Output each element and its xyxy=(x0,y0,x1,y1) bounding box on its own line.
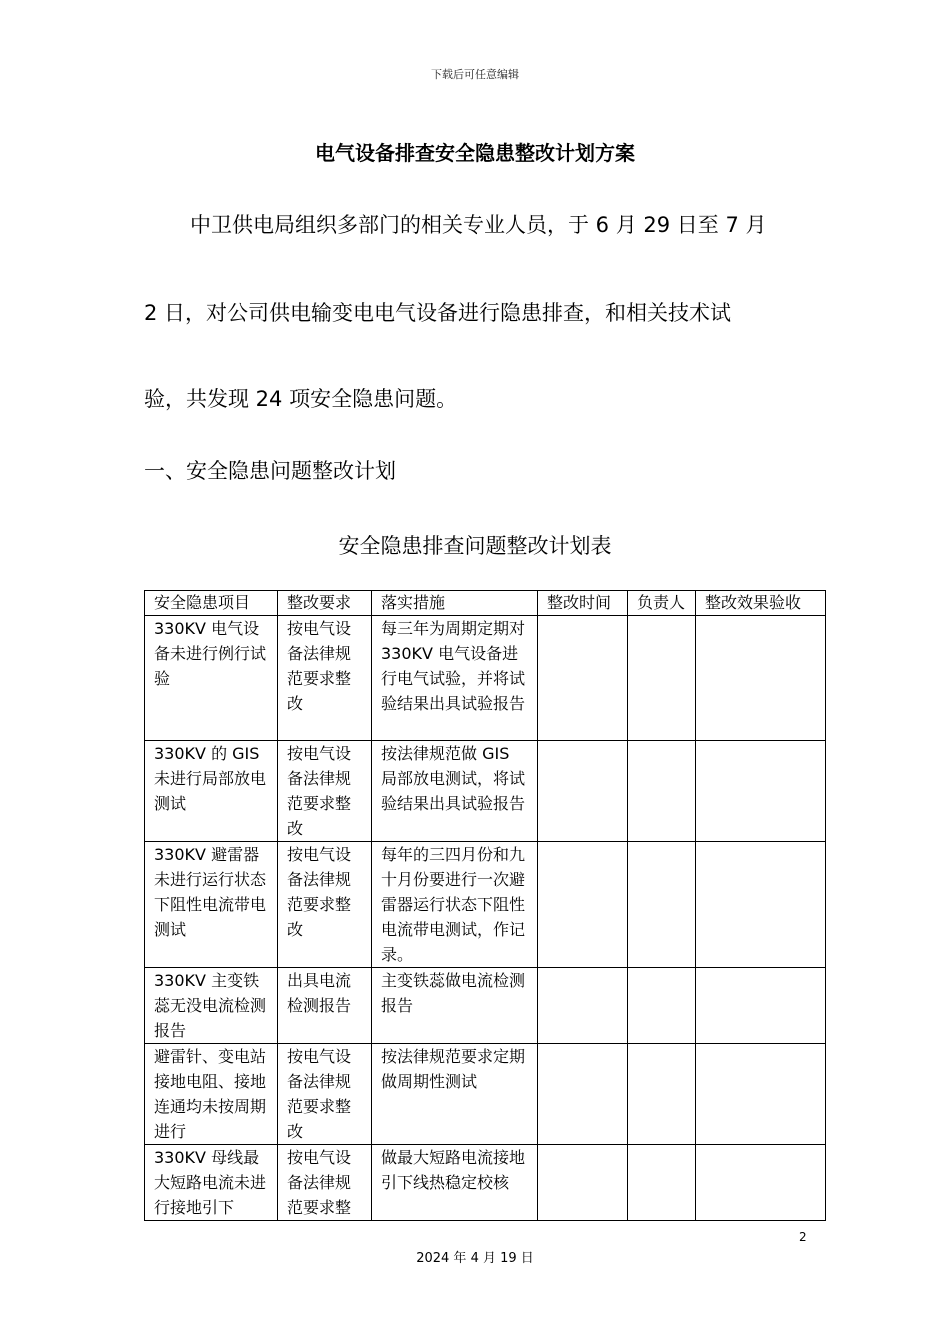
rectification-table xyxy=(144,590,826,1221)
section-heading: 一、安全隐患问题整改计划 xyxy=(144,459,396,483)
cell-time xyxy=(538,741,628,842)
cell-acceptance xyxy=(696,968,826,1044)
cell-requirement: 出具电流检测报告 xyxy=(278,968,372,1044)
cell-acceptance xyxy=(696,741,826,842)
table-row xyxy=(145,1044,826,1145)
table-row xyxy=(145,616,826,741)
cell-owner xyxy=(628,842,696,968)
header-acceptance: 整改效果验收 xyxy=(696,591,826,616)
cell-requirement: 按电气设备法律规范要求整 xyxy=(278,1145,372,1221)
cell-requirement: 按电气设备法律规范要求整改 xyxy=(278,842,372,968)
cell-time xyxy=(538,1044,628,1145)
table-row xyxy=(145,741,826,842)
cell-item: 330KV 主变铁蕊无没电流检测报告 xyxy=(145,968,278,1044)
cell-measure: 每年的三四月份和九十月份要进行一次避雷器运行状态下阻性电流带电测试，作记录。 xyxy=(372,842,538,968)
cell-requirement: 按电气设备法律规范要求整改 xyxy=(278,1044,372,1145)
header-item: 安全隐患项目 xyxy=(145,591,278,616)
table-row xyxy=(145,842,826,968)
table-title: 安全隐患排查问题整改计划表 xyxy=(338,534,612,558)
cell-item: 330KV 电气设备未进行例行试验 xyxy=(145,616,278,741)
cell-owner xyxy=(628,741,696,842)
intro-line-1: 中卫供电局组织多部门的相关专业人员，于 6 月 29 日至 7 月 xyxy=(190,213,767,237)
cell-requirement: 按电气设备法律规范要求整改 xyxy=(278,741,372,842)
header-owner: 负责人 xyxy=(628,591,696,616)
cell-item: 避雷针、变电站接地电阻、接地连通均未按周期进行 xyxy=(145,1044,278,1145)
page-number: 2 xyxy=(799,1230,807,1244)
cell-acceptance xyxy=(696,616,826,741)
intro-line-3: 验，共发现 24 项安全隐患问题。 xyxy=(144,387,458,411)
cell-measure: 每三年为周期定期对 330KV 电气设备进行电气试验，并将试验结果出具试验报告 xyxy=(372,616,538,741)
table-header-row xyxy=(145,591,826,616)
table-row xyxy=(145,968,826,1044)
cell-time xyxy=(538,616,628,741)
cell-measure: 做最大短路电流接地引下线热稳定校核 xyxy=(372,1145,538,1221)
document-title: 电气设备排查安全隐患整改计划方案 xyxy=(315,141,635,165)
cell-owner xyxy=(628,968,696,1044)
header-measure: 落实措施 xyxy=(372,591,538,616)
footer-date: 2024 年 4 月 19 日 xyxy=(416,1251,534,1266)
cell-requirement: 按电气设备法律规范要求整改 xyxy=(278,616,372,741)
header-requirement: 整改要求 xyxy=(278,591,372,616)
header-note: 下载后可任意编辑 xyxy=(431,68,519,81)
cell-owner xyxy=(628,1044,696,1145)
cell-owner xyxy=(628,616,696,741)
cell-owner xyxy=(628,1145,696,1221)
cell-item: 330KV 母线最大短路电流未进行接地引下 xyxy=(145,1145,278,1221)
cell-acceptance xyxy=(696,1145,826,1221)
cell-acceptance xyxy=(696,842,826,968)
cell-item: 330KV 避雷器未进行运行状态下阻性电流带电测试 xyxy=(145,842,278,968)
cell-time xyxy=(538,1145,628,1221)
cell-measure: 主变铁蕊做电流检测报告 xyxy=(372,968,538,1044)
cell-measure: 按法律规范要求定期做周期性测试 xyxy=(372,1044,538,1145)
cell-acceptance xyxy=(696,1044,826,1145)
table-row xyxy=(145,1145,826,1221)
cell-time xyxy=(538,968,628,1044)
cell-item: 330KV 的 GIS 未进行局部放电测试 xyxy=(145,741,278,842)
cell-measure: 按法律规范做 GIS 局部放电测试，将试验结果出具试验报告 xyxy=(372,741,538,842)
header-time: 整改时间 xyxy=(538,591,628,616)
intro-line-2: 2 日，对公司供电输变电电气设备进行隐患排查，和相关技术试 xyxy=(144,301,732,325)
cell-time xyxy=(538,842,628,968)
